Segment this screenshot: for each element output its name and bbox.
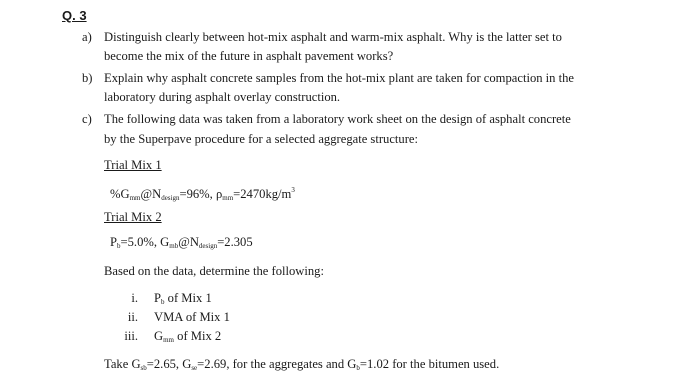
- given-values-line: Take $G_{sb}=2.65$, $G_{se}=2.69$, for the aggregates and $G_b=1.02$ for the bitumen used.: [104, 357, 500, 372]
- trial-mix-1-heading: Trial Mix 1: [104, 158, 162, 172]
- trial-mix-2-data: $P_b=5.0\%$, $G_{mb}@N_{design}=2.305$: [110, 235, 253, 250]
- part-b-label: b): [82, 71, 93, 85]
- part-b-line-2: laboratory during asphalt overlay construction.: [104, 90, 341, 104]
- item-i-number: i.: [131, 291, 138, 305]
- trial-mix-2-heading: Trial Mix 2: [104, 210, 162, 224]
- part-b-line-1: Explain why asphalt concrete samples from the hot-mix plant are taken for compaction in the: [104, 71, 575, 85]
- item-i-text: $P_b$ of Mix 1: [154, 291, 212, 306]
- part-a-line-1: Distinguish clearly between hot-mix asphalt and warm-mix asphalt. Why is the latter set to: [104, 30, 562, 44]
- part-a-label: a): [82, 30, 92, 44]
- part-c-line-2: by the Superpave procedure for a selected aggregate structure:: [104, 132, 418, 146]
- part-a-line-2: become the mix of the future in asphalt pavement works?: [104, 49, 394, 63]
- part-c-line-1: The following data was taken from a laboratory work sheet on the design of asphalt concrete: [104, 112, 571, 126]
- question-number: Q. 3: [62, 8, 87, 23]
- based-on-text: Based on the data, determine the following:: [104, 264, 324, 278]
- item-iii-number: iii.: [124, 329, 138, 343]
- part-c-label: c): [82, 112, 92, 126]
- item-ii-text: VMA of Mix 1: [154, 310, 230, 324]
- item-iii-text: $G_{mm}$ of Mix 2: [154, 329, 222, 344]
- item-ii-number: ii.: [127, 310, 138, 324]
- trial-mix-1-data: $\%G_{mm}@N_{design}=96\%$, $\rho_{mm}=2470kg/m^3$: [110, 186, 295, 202]
